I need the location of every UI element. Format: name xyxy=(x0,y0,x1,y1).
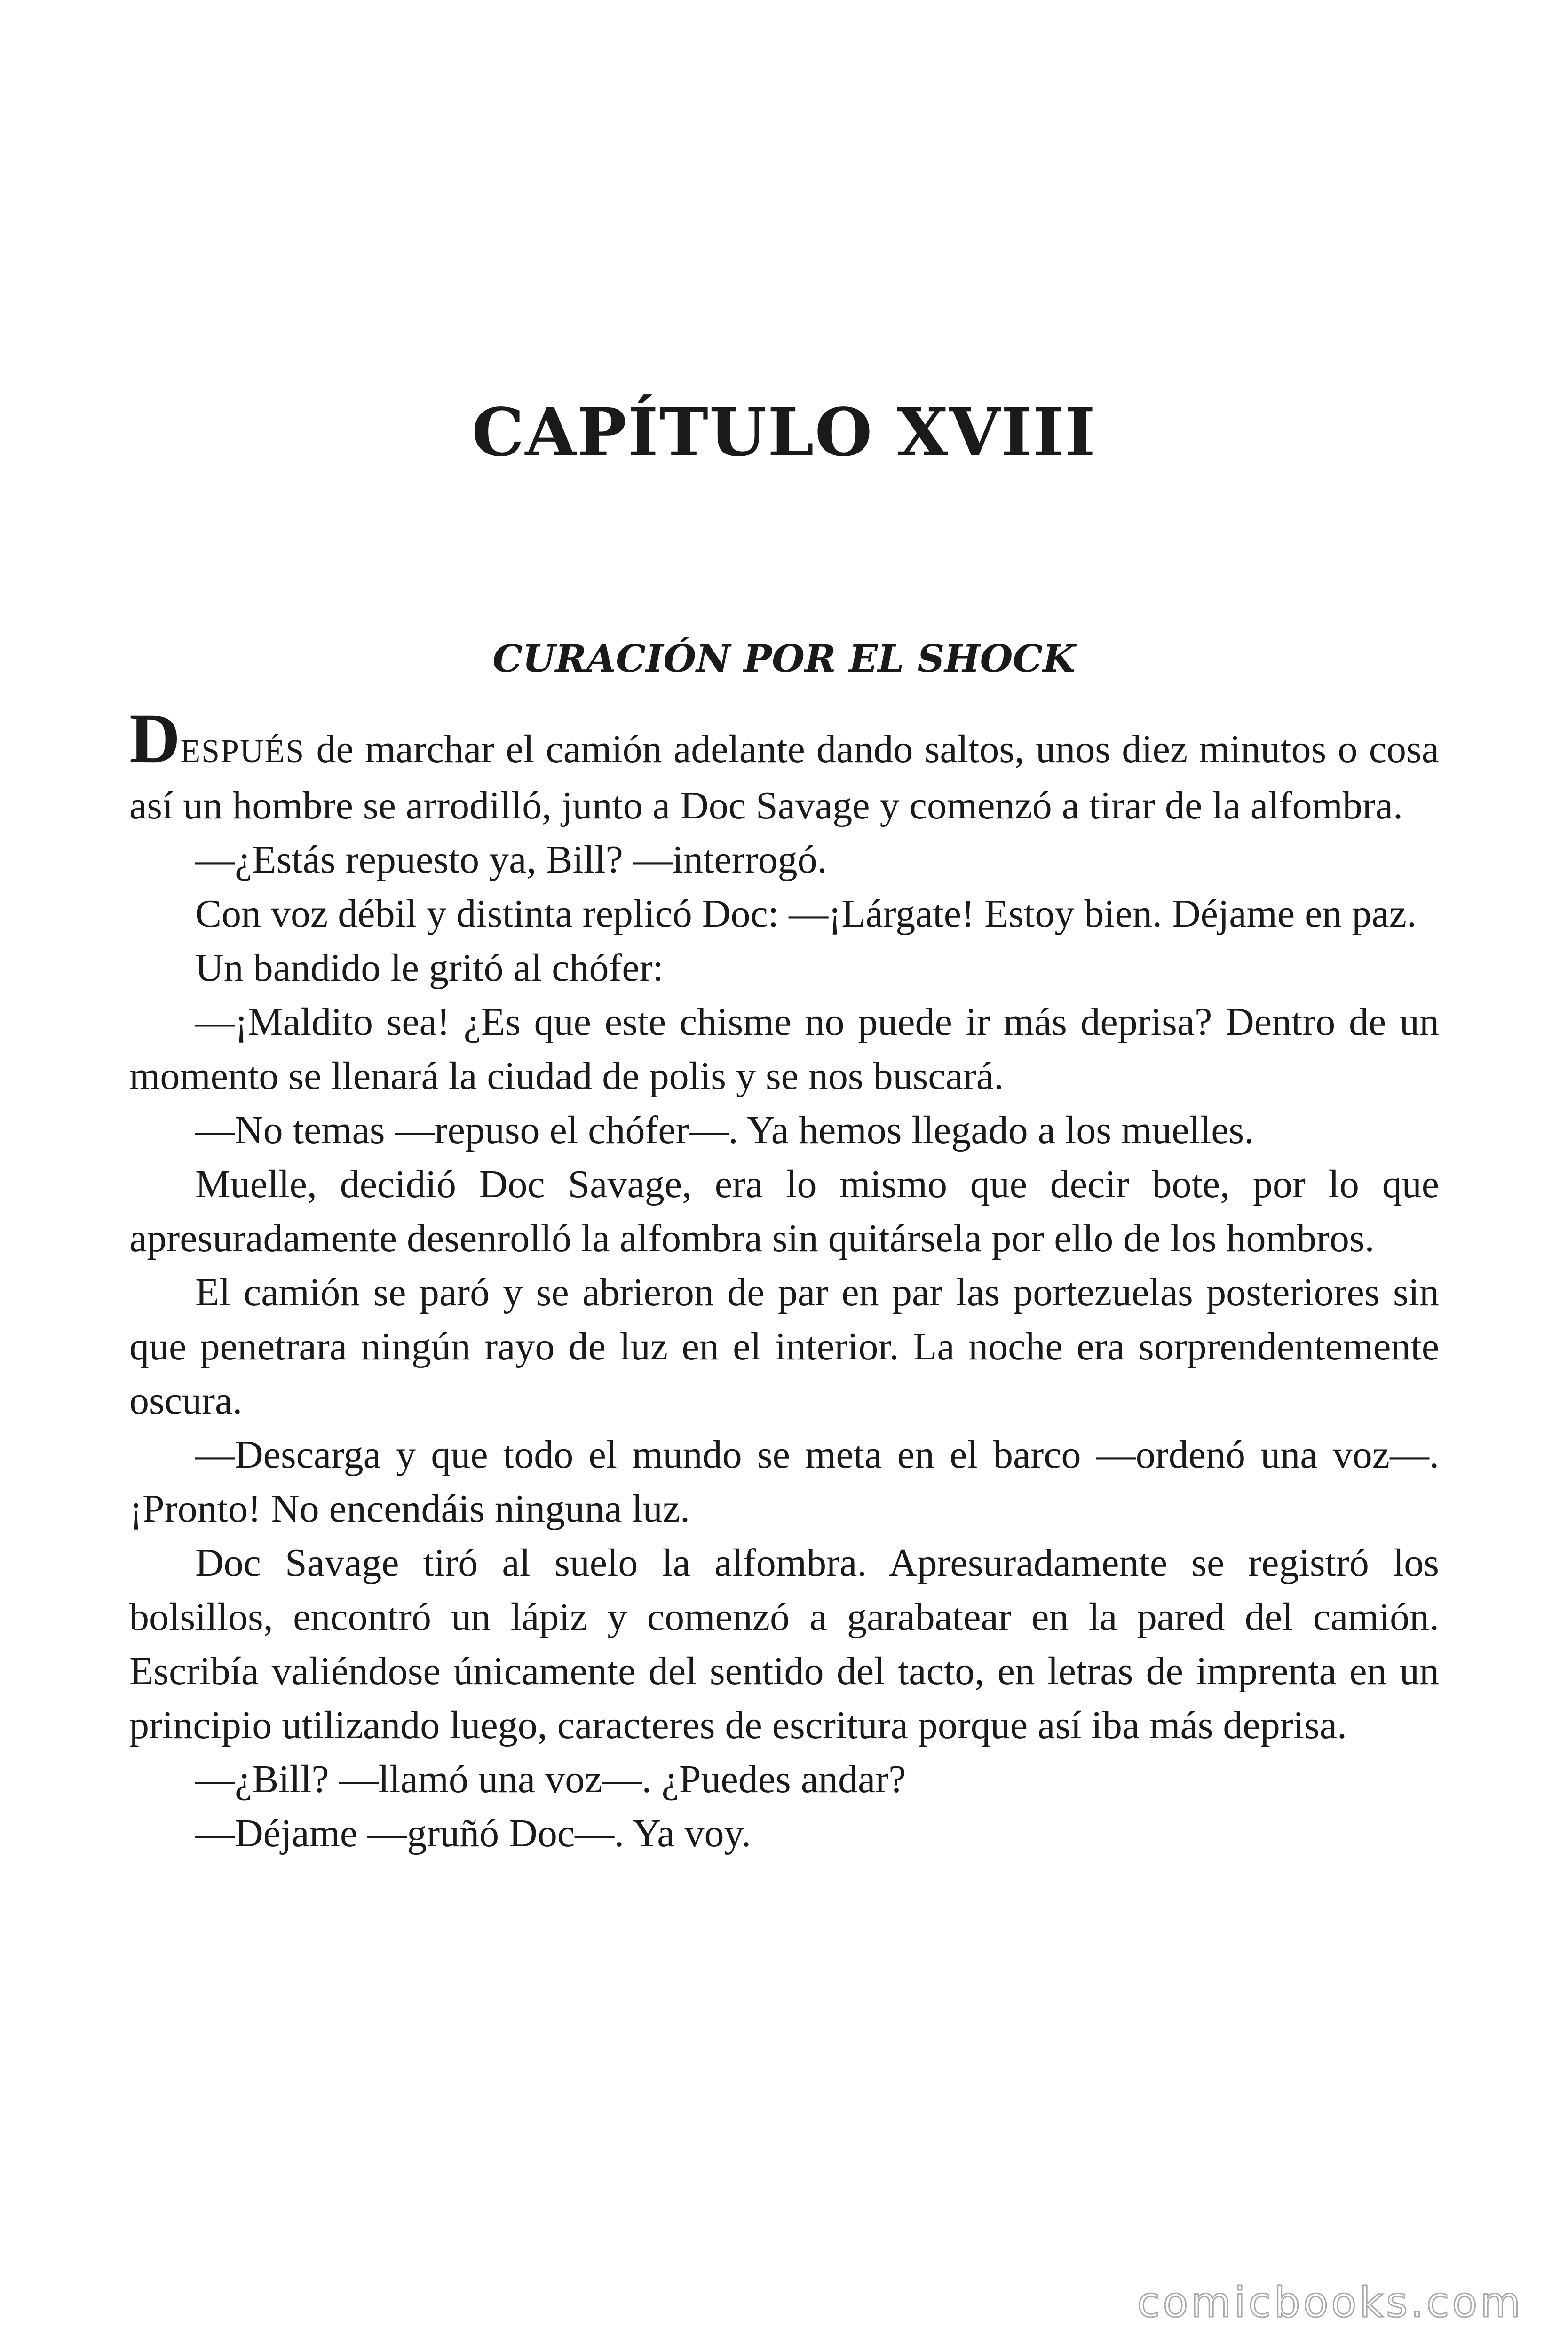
chapter-title: CAPÍTULO XVIII xyxy=(472,394,1096,471)
paragraph: —¡Maldito sea! ¿Es que este chisme no puede ir más deprisa? Dentro de un momento se llenará la ciudad de polis y se nos buscará. xyxy=(129,1000,1439,1098)
paragraph: Con voz débil y distinta replicó Doc: —¡Lárgate! Estoy bien. Déjame en paz. xyxy=(195,892,1417,936)
paragraph: —No temas —repuso el chófer—. Ya hemos llegado a los muelles. xyxy=(195,1108,1254,1152)
paragraph: —Déjame —gruñó Doc—. Ya voy. xyxy=(195,1812,752,1855)
drop-cap: D xyxy=(129,699,181,778)
first-paragraph-text: de marchar el camión adelante dando saltos, unos diez minutos o cosa así un hombre se arrodilló, junto a Doc Savage y comenzó a tirar de la alfombra. xyxy=(129,727,1439,827)
paragraph: Muelle, decidió Doc Savage, era lo mismo que decir bote, por lo que apresuradamente desenrolló la alfombra sin quitársela por ello de los hombros. xyxy=(129,1162,1439,1260)
paragraph: —Descarga y que todo el mundo se meta en el barco —ordenó una voz—. ¡Pronto! No encendáis ninguna luz. xyxy=(129,1433,1439,1531)
chapter-body xyxy=(129,699,1439,1860)
paragraph: Un bandido le gritó al chófer: xyxy=(195,946,664,990)
site-watermark: comicbooks.com xyxy=(1137,2278,1523,2327)
first-paragraph xyxy=(129,699,1439,833)
paragraph: Doc Savage tiró al suelo la alfombra. Apresuradamente se registró los bolsillos, encontró un lápiz y comenzó a garabatear en la pared del camión. Escribía valiéndose únicamente del sentido del tacto, en letras de imprenta en un principio utilizando luego, caracteres de escritura porque así iba más deprisa. xyxy=(129,1541,1439,1747)
paragraph: El camión se paró y se abrieron de par en par las portezuelas posteriores sin que penetrara ningún rayo de luz en el interior. La noche era sorprendentemente oscura. xyxy=(129,1271,1439,1422)
paragraph: —¿Estás repuesto ya, Bill? —interrogó. xyxy=(195,838,827,882)
paragraph: —¿Bill? —llamó una voz—. ¿Puedes andar? xyxy=(195,1757,906,1801)
chapter-subtitle: CURACIÓN POR EL SHOCK xyxy=(492,636,1076,681)
small-caps-lead: ESPUÉS xyxy=(180,733,305,770)
